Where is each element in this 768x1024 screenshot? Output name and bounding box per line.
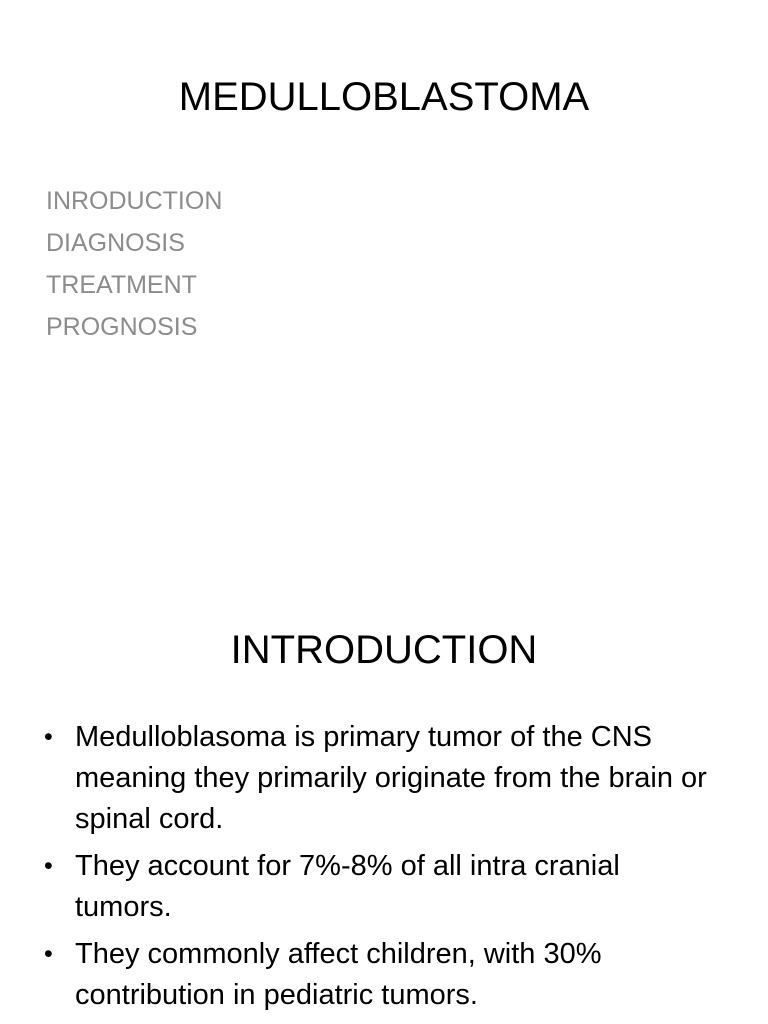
toc-item-treatment: TREATMENT	[46, 271, 197, 299]
slide-title: INTRODUCTION	[230, 628, 538, 672]
bullet-text: They account for 7%-8% of all intra cranial tumors.	[75, 850, 620, 923]
toc-item-introduction: INRODUCTION	[46, 187, 223, 215]
introduction-slide	[0, 560, 768, 1024]
bullet-text: They commonly affect children, with 30% contribution in pediatric tumors.	[75, 938, 602, 1011]
toc-item-prognosis: PROGNOSIS	[46, 313, 198, 341]
bullet-text: Medulloblasoma is primary tumor of the CNS meaning they primarily originate from the brain or spinal cord.	[75, 721, 707, 835]
bullet-list	[44, 717, 724, 1022]
list-item	[44, 717, 724, 840]
bullet-icon: •	[44, 723, 53, 751]
slide-title: MEDULLOBLASTOMA	[178, 75, 590, 119]
bullet-icon: •	[44, 940, 53, 968]
list-item	[44, 846, 724, 928]
table-of-contents	[46, 180, 222, 348]
toc-item-diagnosis: DIAGNOSIS	[46, 229, 185, 257]
list-item	[44, 934, 724, 1016]
bullet-icon: •	[44, 852, 53, 880]
